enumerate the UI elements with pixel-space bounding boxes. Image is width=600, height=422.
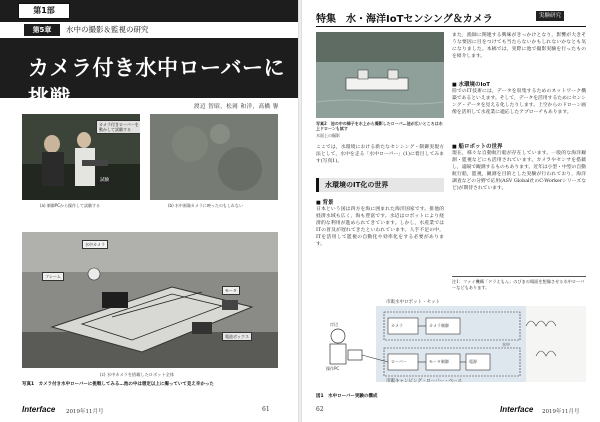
photo-a-caption: (a) 制御PCから操作して試験する <box>40 203 101 208</box>
section-iot-text: 陸でのIT技術には，データを収集するためのネットワーク構築であるといえます。そして，データを活用するためにセンシング・データを見える化したりします。上空からのドローン画像を活用して水産業に適応したアプローチもあります。 <box>452 89 586 115</box>
brand-logo-right: Interface <box>500 405 534 414</box>
photo-pond <box>316 32 444 118</box>
photo-d-subcaption: 水面上の撮影 <box>316 133 340 138</box>
photo-pond-illustration <box>316 32 444 118</box>
rover-label-camera: 水中カメラ <box>82 240 108 249</box>
brand-logo: Interface <box>22 405 56 414</box>
feature-title: 特集 水・海洋IoTセンシング＆カメラ <box>316 14 493 25</box>
rover-label-frame: フレーム <box>42 272 64 281</box>
diagram-caption: 図1 水中ローバー実験の構成 <box>316 394 378 399</box>
photo-a-tag: 試験 <box>100 178 109 183</box>
right-footer <box>302 405 600 417</box>
section-background-text: 日本という国は四方を海に囲まれた海洋国家です。排他的経済水域も広く，海も豊富です。水辺はロボットにより経済的な利用が進められてきています。しかし，水産業ではITの普及が遅れてきたといわれています。人手不足の中，ITを活用して監視の自動化や効率化をする必要があります。 <box>316 207 444 247</box>
authors: 渡辺 智昭，松岡 和洋，高橋 譽 <box>194 104 279 110</box>
photo-operator <box>22 114 140 200</box>
photo-rover-illustration <box>22 232 278 368</box>
diagram-title-top: 市販水中ロボット・セット <box>386 300 440 305</box>
diagram-label-water: 水中 <box>502 342 510 347</box>
section-ship-head: ■ 船ロボットの世界 <box>452 142 502 150</box>
photo-b-caption: (b) 水中画像カメラに映ったのもしれない <box>168 203 243 208</box>
feature-tag: 実験研究 <box>536 11 564 21</box>
diagram-box-power: 電源 <box>469 359 477 364</box>
col2-top-text: また，漁師に関連する興味がきっかけとなり，影響が大きそうな要因に目をつけても当たらないかもしれないかなとも気になりました。本稿では，実際に池で撮影実験を行ったものを紹介します。 <box>452 33 586 59</box>
left-page <box>0 0 298 422</box>
photo-underwater <box>150 114 278 200</box>
diagram-box-pc: 操作PC <box>326 366 340 371</box>
header-rule <box>316 26 586 27</box>
diagram-svg <box>316 296 586 390</box>
footnote: 注1：ファイ機構「ドラえもん」のびまの場面を想像させる水中ローバーなどもあります。 <box>452 276 586 291</box>
right-page <box>302 0 600 422</box>
diagram-box-camera: カメラ <box>391 323 403 328</box>
section-box-head: 水環境のIT化の世界 <box>316 178 444 192</box>
diagram-box-motor-ctrl: モータ制御 <box>429 359 449 364</box>
section-background-head: ■ 背景 <box>316 198 333 206</box>
page-number-right: 62 <box>316 406 324 413</box>
chapter-label: 第5章 <box>24 24 60 36</box>
rover-label-motor: モータ <box>222 286 240 295</box>
part-label: 第1部 <box>18 3 70 19</box>
photo-rover <box>22 232 278 368</box>
diagram-box-rover: ローバー <box>391 359 407 364</box>
left-footer <box>0 405 298 417</box>
article-title: カメラ付き水中ローバーに挑戦 <box>28 56 285 110</box>
issue-date: 2019年11月号 <box>66 409 104 415</box>
section-iot-head: ■ 水環境のIoT <box>452 80 490 88</box>
diagram-label-shore: 岸辺 <box>330 322 338 327</box>
issue-date-right: 2019年11月号 <box>542 409 580 415</box>
diagram-box-camera-ctrl: カメラ制御 <box>429 323 449 328</box>
rover-label-battery: 電池ボックス <box>222 332 252 341</box>
photo-underwater-illustration <box>150 114 278 200</box>
page-number: 61 <box>262 406 270 413</box>
section-ship-text: 現在，様々な自動航行船が存在しています。一般的な海洋観測・監視などにも活用されています。カメラやセンサを搭載し，遠隔で観測するものもあります。近年は小型・中型の自動航行船，監視，観測を目的とした実験が行われており，海洋調査などの分野で応用(ASV Global社のC-Workerシリーズなど)が期待されています。 <box>452 151 586 191</box>
intro-text: ここでは，水環境における新たなセンシング・制御実現方法として，水中を走る「水中ローバー」(1)に着目してみます(写真1)。 <box>316 145 444 164</box>
photo-main-caption: 写真1 カメラ付き水中ローバーに挑戦してみる…池の中は想定以上に濁っていて見え辛かった <box>22 382 214 387</box>
system-diagram <box>316 296 586 390</box>
photo-c-caption: (c) 水中カメラを搭載したロボット全体 <box>100 372 174 377</box>
chapter-subtitle: 水中の撮影＆監視の研究 <box>66 25 149 34</box>
photo-d-caption: 写真2 池の中の様子を水上から撮影したローバ…池が広いところは水上ドローンも試す <box>316 121 443 131</box>
photo-a-label: カメラ付きローバーを動かして試験する <box>96 120 140 134</box>
diagram-title-bottom: 市販キャンピング・ローバー・ベース <box>386 379 462 384</box>
